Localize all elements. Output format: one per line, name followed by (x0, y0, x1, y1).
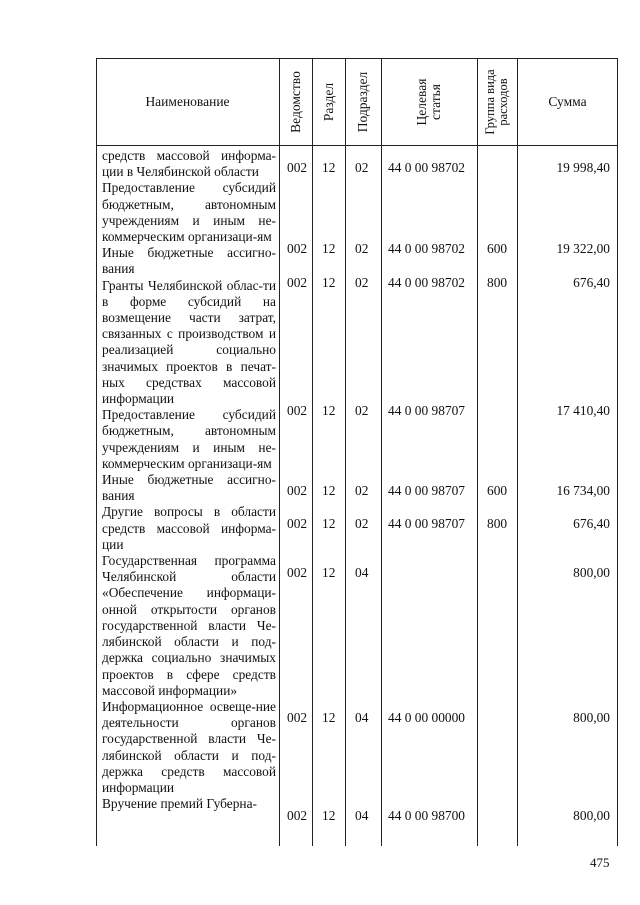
column-line (96, 58, 97, 846)
cell-section: 12 (322, 516, 336, 531)
header-name-cell (96, 58, 279, 146)
cell-department: 002 (287, 160, 308, 175)
header-sum-cell (517, 58, 618, 146)
header-sum: Сумма (548, 94, 587, 109)
row-name: средств массовой информа-ции в Челябинской области (102, 148, 276, 180)
header-target-cell (381, 58, 477, 146)
cell-subsection: 02 (355, 516, 369, 531)
name-column (102, 148, 276, 812)
cell-department: 002 (287, 808, 308, 823)
cell-subsection: 02 (355, 275, 369, 290)
row-name: Иные бюджетные ассигно-вания (102, 245, 276, 277)
header-department-cell (279, 58, 312, 146)
cell-subsection: 02 (355, 483, 369, 498)
row-name: Предоставление субсидий бюджетным, автономным учреждениям и иным не-коммерческим организаци-ям (102, 180, 276, 245)
header-group-cell (477, 58, 517, 146)
cell-department: 002 (287, 403, 308, 418)
header-subsection-cell (345, 58, 381, 146)
cell-target: 44 0 00 98702 (388, 160, 465, 175)
cell-section: 12 (322, 808, 336, 823)
header-group (484, 69, 510, 134)
cell-subsection: 02 (355, 403, 369, 418)
cell-department: 002 (287, 241, 308, 256)
cell-subsection: 04 (355, 565, 369, 580)
row-name: Гранты Челябинской облас-ти в форме субсидий на возмещение части затрат, связанных с производством и реализацией социально значимых проектов в печат-ных средствах массовой информации (102, 277, 276, 407)
cell-sum: 800,00 (573, 565, 610, 580)
cell-department: 002 (287, 483, 308, 498)
cell-target: 44 0 00 98707 (388, 403, 465, 418)
cell-sum: 800,00 (573, 808, 610, 823)
cell-subsection: 02 (355, 160, 369, 175)
cell-target: 44 0 00 98707 (388, 516, 465, 531)
header-section-cell (312, 58, 345, 146)
cell-group: 800 (487, 516, 508, 531)
cell-section: 12 (322, 710, 336, 725)
row-name: Информационное освеще-ние деятельности органов государственной власти Че-лябинской области и под-держка средств массовой информации (102, 698, 276, 795)
cell-subsection: 04 (355, 710, 369, 725)
column-line (312, 58, 313, 846)
cell-sum: 16 734,00 (556, 483, 610, 498)
header-target-line1: Целевая (414, 78, 429, 126)
cell-section: 12 (322, 275, 336, 290)
cell-sum: 676,40 (573, 275, 610, 290)
page-number: 475 (590, 855, 610, 870)
row-name: Другие вопросы в области средств массовой информа-ции (102, 504, 276, 552)
row-name: Иные бюджетные ассигно-вания (102, 472, 276, 504)
cell-section: 12 (322, 403, 336, 418)
header-name: Наименование (145, 94, 230, 109)
column-line (517, 58, 518, 846)
cell-department: 002 (287, 565, 308, 580)
cell-target: 44 0 00 98702 (388, 241, 465, 256)
header-target (415, 79, 443, 126)
cell-sum: 19 322,00 (556, 241, 610, 256)
row-name: Предоставление субсидий бюджетным, автономным учреждениям и иным не-коммерческим организаци-ям (102, 407, 276, 471)
cell-target: 44 0 00 98702 (388, 275, 465, 290)
cell-target: 44 0 00 98707 (388, 483, 465, 498)
cell-section: 12 (322, 483, 336, 498)
cell-group: 600 (487, 241, 508, 256)
header-group-line2: расходов (496, 78, 510, 126)
header-section: Раздел (320, 82, 336, 122)
header-target-line2: статья (428, 84, 443, 120)
cell-target: 44 0 00 00000 (388, 710, 465, 725)
cell-section: 12 (322, 160, 336, 175)
column-line (617, 58, 618, 846)
cell-group: 600 (487, 483, 508, 498)
row-name: Государственная программа Челябинской области «Обеспечение информаци-онной открытости органов государственной власти Че-лябинской области и под-держка социально значимых проектов в сфере средств массовой информации» (102, 553, 276, 698)
cell-group: 800 (487, 275, 508, 290)
column-line (279, 58, 280, 846)
cell-subsection: 02 (355, 241, 369, 256)
column-line (381, 58, 382, 846)
cell-section: 12 (322, 565, 336, 580)
cell-section: 12 (322, 241, 336, 256)
cell-subsection: 04 (355, 808, 369, 823)
cell-department: 002 (287, 275, 308, 290)
header-subsection: Подраздел (355, 71, 370, 133)
column-line (345, 58, 346, 846)
row-name: Вручение премий Губерна- (102, 796, 257, 812)
column-line (477, 58, 478, 846)
cell-department: 002 (287, 710, 308, 725)
cell-sum: 19 998,40 (556, 160, 610, 175)
header-department: Ведомство (287, 71, 303, 133)
cell-sum: 800,00 (573, 710, 610, 725)
header-group-line1: Группа вида (483, 69, 497, 135)
cell-sum: 676,40 (573, 516, 610, 531)
cell-department: 002 (287, 516, 308, 531)
cell-target: 44 0 00 98700 (388, 808, 465, 823)
cell-sum: 17 410,40 (556, 403, 610, 418)
